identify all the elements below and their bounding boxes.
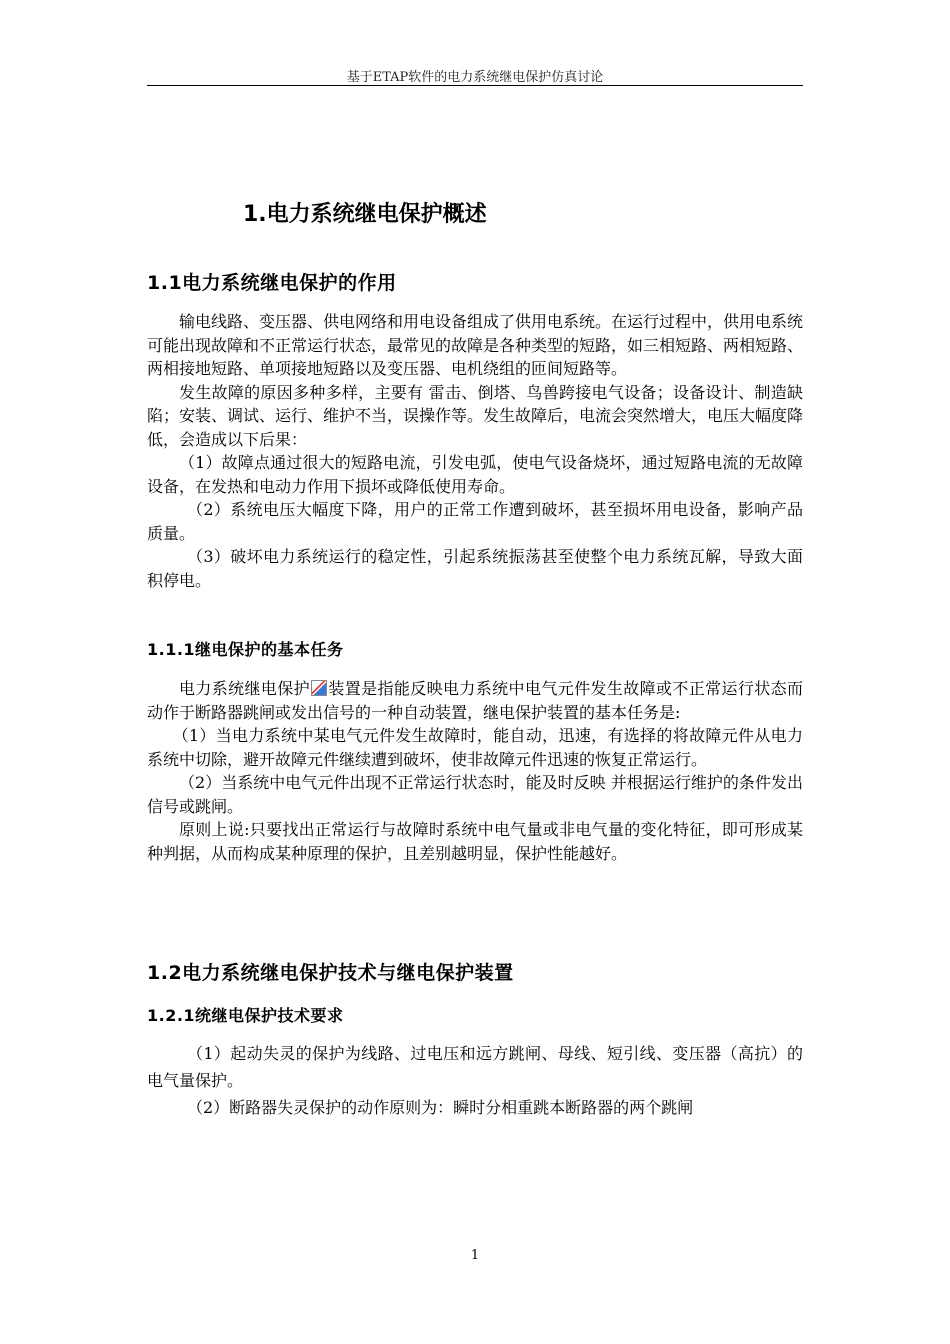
- paragraph: （1）故障点通过很大的短路电流，引发电弧，使电气设备烧坏，通过短路电流的无故障设备，在发热和电动力作用下损坏或降低使用寿命。: [147, 453, 803, 496]
- paragraph: （3）破坏电力系统运行的稳定性，引起系统振荡甚至使整个电力系统瓦解，导致大面积停电。: [147, 547, 803, 590]
- paragraph: （2）系统电压大幅度下降，用户的正常工作遭到破坏，甚至损坏用电设备，影响产品质量。: [147, 500, 803, 543]
- page-number: 1: [470, 1248, 480, 1263]
- paragraph: （1）起动失灵的保护为线路、过电压和远方跳闸、母线、短引线、变压器（高抗）的电气量保护。: [147, 1044, 803, 1090]
- chapter-title: 1.电力系统继电保护概述: [243, 202, 487, 227]
- section-heading-1-1: 1.1电力系统继电保护的作用: [147, 272, 397, 294]
- section-heading-1-1-1: 1.1.1继电保护的基本任务: [147, 640, 344, 659]
- paragraph: 发生故障的原因多种多样，主要有 雷击、倒塔、鸟兽跨接电气设备；设备设计、制造缺陷；安装、调试、运行、维护不当，误操作等。发生故障后，电流会突然增大，电压大幅度降低，会造成以下后果：: [147, 382, 804, 449]
- running-header: 基于ETAP软件的电力系统继电保护仿真讨论: [346, 70, 604, 85]
- paragraph-text: 电力系统继电保护: [179, 679, 311, 698]
- section-1-1-body: [147, 310, 803, 592]
- section-1-2-1-body: [147, 1040, 803, 1121]
- paragraph: （2）当系统中电气元件出现不正常运行状态时，能及时反映 并根据运行维护的条件发出信号或跳闸。: [147, 773, 803, 816]
- section-heading-1-2: 1.2电力系统继电保护技术与继电保护装置: [147, 962, 514, 984]
- section-heading-1-2-1: 1.2.1统继电保护技术要求: [147, 1006, 344, 1025]
- paragraph-text: 装置是指能反映电力系统中电气元件发生故障或不正常运行状态而动作于断路器跳闸或发出信号的一种自动装置，继电保护装置的基本任务是:: [147, 679, 803, 722]
- paragraph: （2）断路器失灵保护的动作原则为：瞬时分相重跳本断路器的两个跳闸: [187, 1098, 694, 1117]
- paragraph: [147, 677, 803, 724]
- section-1-1-1-body: [147, 677, 803, 865]
- broken-image-icon: [311, 680, 327, 696]
- paragraph: 输电线路、变压器、供电网络和用电设备组成了供用电系统。在运行过程中，供用电系统可能出现故障和不正常运行状态，最常见的故障是各种类型的短路，如三相短路、两相短路、两相接地短路、单项接地短路以及变压器、电机绕组的匝间短路等。: [147, 312, 804, 378]
- paragraph: 原则上说:只要找出正常运行与故障时系统中电气量或非电气量的变化特征，即可形成某种判据，从而构成某种原理的保护，且差别越明显，保护性能越好。: [147, 820, 803, 863]
- paragraph: （1）当电力系统中某电气元件发生故障时，能自动，迅速，有选择的将故障元件从电力系统中切除，避开故障元件继续遭到破坏，使非故障元件迅速的恢复正常运行。: [147, 726, 803, 769]
- header-divider: [147, 85, 803, 86]
